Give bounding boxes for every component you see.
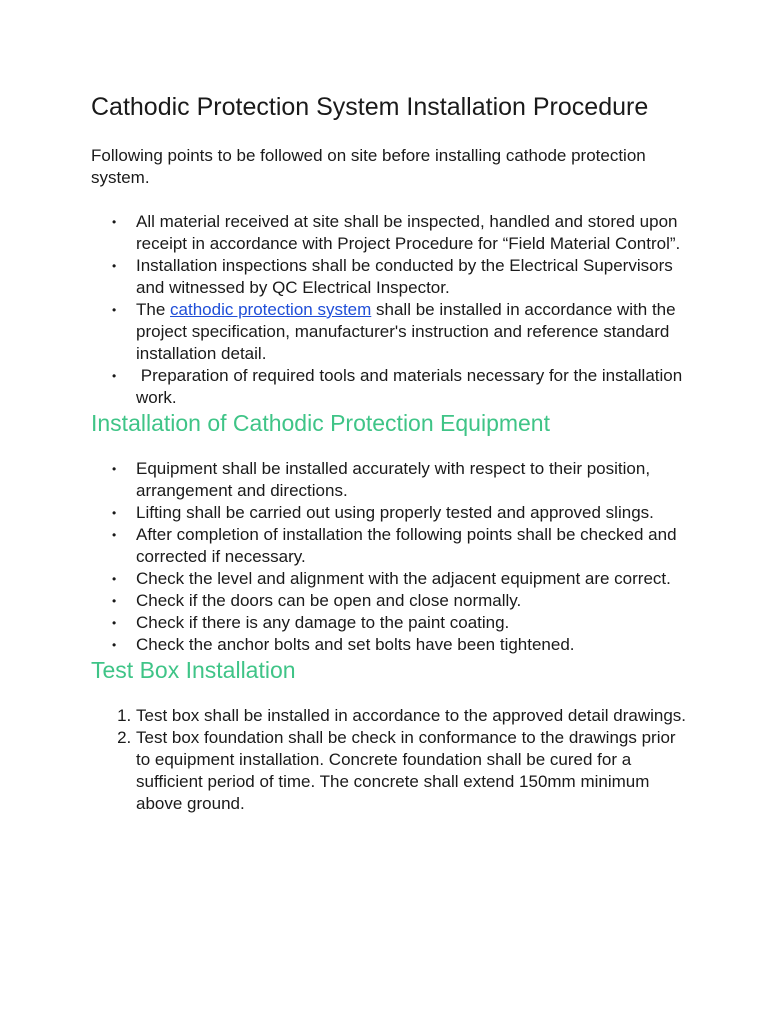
section-heading-installation: Installation of Cathodic Protection Equipment [91, 410, 550, 436]
list-item-text: Check if there is any damage to the paint coating. [136, 613, 510, 632]
list-item [112, 502, 691, 524]
list-item [112, 612, 691, 634]
list-item-text-before: The [136, 300, 171, 319]
bullet-icon: • [112, 215, 117, 229]
list-item [112, 299, 691, 365]
list-item-text: Lifting shall be carried out using properly tested and approved slings. [136, 503, 654, 522]
list-item [112, 458, 691, 502]
bullet-icon: • [112, 303, 117, 317]
page-title: Cathodic Protection System Installation Procedure [91, 93, 649, 121]
bullet-icon: • [112, 616, 117, 630]
numbered-list-item: 1. Test box shall be installed in accordance to the approved detail drawings. [136, 705, 691, 727]
list-item-text: Installation inspections shall be conducted by the Electrical Supervisors and witnessed by QC Electrical Inspector. [136, 256, 673, 297]
list-item-text: Check the level and alignment with the adjacent equipment are correct. [136, 569, 671, 588]
list-item [112, 255, 691, 299]
list-item [112, 365, 691, 409]
test-box-list [91, 705, 691, 815]
bullet-icon: • [112, 259, 117, 273]
list-item-text: After completion of installation the following points shall be checked and corrected if necessary. [136, 525, 677, 566]
list-item-text-after: shall be installed in accordance with the project specification, manufacturer's instruction and reference standard installation detail. [136, 300, 676, 363]
intro-paragraph: Following points to be followed on site before installing cathode protection system. [91, 146, 646, 187]
equipment-installation-list [91, 458, 691, 656]
bullet-icon: • [112, 572, 117, 586]
bullet-icon: • [112, 638, 117, 652]
bullet-icon: • [112, 528, 117, 542]
list-item-text: Check the anchor bolts and set bolts have been tightened. [136, 635, 575, 654]
list-item [112, 568, 691, 590]
list-item [112, 211, 691, 255]
cathodic-protection-system-link[interactable]: cathodic protection system [170, 300, 372, 319]
list-item [112, 634, 691, 656]
list-item-text: Check if the doors can be open and close normally. [136, 591, 522, 610]
bullet-icon: • [112, 506, 117, 520]
bullet-icon: • [112, 462, 117, 476]
list-item [112, 524, 691, 568]
bullet-icon: • [112, 594, 117, 608]
document-content [91, 92, 691, 815]
numbered-list-item: 2. Test box foundation shall be check in conformance to the drawings prior to equipment installation. Concrete foundation shall be cured for a sufficient period of time. The concrete shall extend 150mm minimum above ground. [136, 727, 691, 815]
list-item [112, 590, 691, 612]
list-item-text: Preparation of required tools and materials necessary for the installation work. [136, 366, 687, 407]
list-item-text: Equipment shall be installed accurately with respect to their position, arrangement and directions. [136, 459, 651, 500]
list-item-text: All material received at site shall be inspected, handled and stored upon receipt in accordance with Project Procedure for “Field Material Control”. [136, 212, 681, 253]
bullet-icon: • [112, 369, 117, 383]
section-heading-test-box: Test Box Installation [91, 657, 296, 683]
pre-installation-list [91, 211, 691, 409]
